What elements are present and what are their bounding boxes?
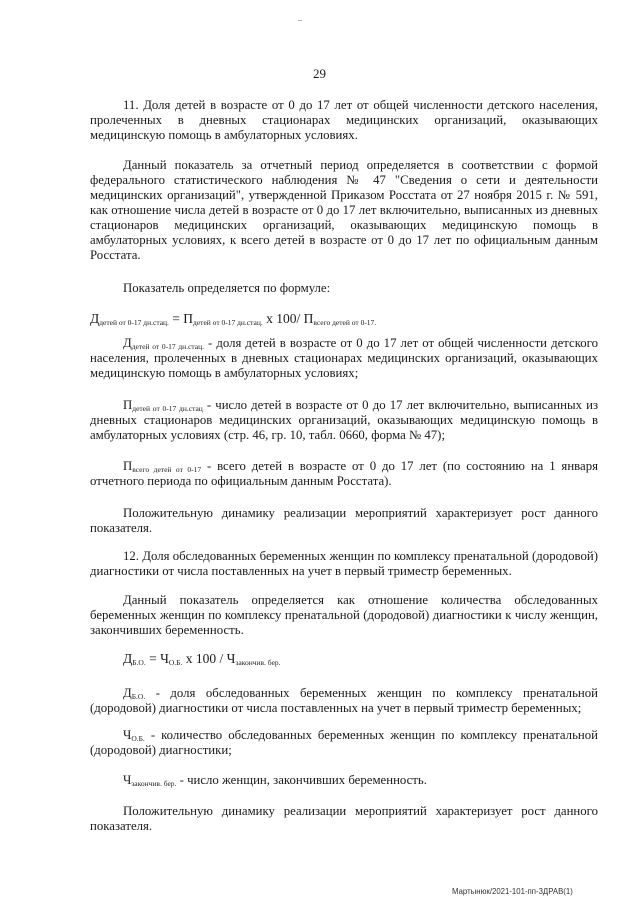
document-footer-code: Мартынюк/2021-101-пп-3ДРАВ(1) xyxy=(452,887,573,896)
indicator-12-title: 12. Доля обследованных беременных женщин по комплексу пренатальной (дородовой) диагностики от числа поставленных на учет в первый триместр беременных. xyxy=(90,549,598,578)
indicator-12-definition: Данный показатель определяется как отношение количества обследованных беременных женщин по комплексу пренатальной (дородовой) диагностики к числу женщин, закончивших беременность. xyxy=(90,593,598,637)
variable-d-children-definition: $Д_{детей от 0-17 дн.стац.}$ - доля детей в возрасте от 0 до 17 лет от общей численности детского населения, пролеченных в дневных стационарах медицинских организаций, оказывающих медицинскую помощь в амбулаторных условиях; xyxy=(90,336,598,380)
indicator-11-formula: $Д_{детей от 0-17 дн.стац.} = П_{детей от 0-17 дн.стац.}$ х 100/ $П_{всего детей от 0-17.}$ xyxy=(90,311,377,327)
indicator-11-title: 11. Доля детей в возрасте от 0 до 17 лет от общей численности детского населения, пролеченных в дневных стационарах медицинских организаций, оказывающих медицинскую помощь в амбулаторных условиях. xyxy=(90,98,598,142)
indicator-11-dynamics: Положительную динамику реализации мероприятий характеризует рост данного показателя. xyxy=(90,506,598,535)
variable-ch-finished-definition: $Ч_{закончив. бер.}$ - число женщин, закончивших беременность. xyxy=(123,773,427,788)
indicator-12-dynamics: Положительную динамику реализации мероприятий характеризует рост данного показателя. xyxy=(90,804,598,833)
indicator-11-definition: Данный показатель за отчетный период определяется в соответствии с формой федерального статистического наблюдения № 47 "Сведения о сети и деятельности медицинских организаций", утвержденной Приказом Росстата от 27 ноября 2015 г. № 591, как отношение числа детей в возрасте от 0 до 17 лет включительно, выписанных из дневных стационаров медицинских организаций, оказывающих медицинскую помощь в амбулаторных условиях, к всего детей в возрасте от 0 до 17 лет по официальным данным Росстата. xyxy=(90,158,598,262)
page-number: 29 xyxy=(313,66,326,81)
indicator-12-formula: $Д_{Б.О.} = Ч_{О.Б.}$ х $100 / Ч_{закончив. бер.}$ xyxy=(123,651,281,667)
variable-p-children-definition: $П_{детей от 0-17 дн.стац}$ - число детей в возрасте от 0 до 17 лет включительно, выписанных из дневных стационаров медицинских организаций, оказывающих медицинскую помощь в амбулаторных условиях (стр. 46, гр. 10, табл. 0660, форма № 47); xyxy=(90,398,598,442)
variable-p-total-children-definition: $П_{всего детей от 0-17}$ - всего детей в возрасте от 0 до 17 лет (по состоянию на 1 января отчетного периода по официальным данным Росстата). xyxy=(90,459,599,488)
indicator-11-formula-intro: Показатель определяется по формуле: xyxy=(123,281,331,295)
variable-ch-ob-definition: $Ч_{О.Б.}$ - количество обследованных беременных женщин по комплексу пренатальной (дородовой) диагностики; xyxy=(90,728,598,757)
scan-mark xyxy=(298,20,302,21)
variable-d-bo-definition: $Д_{Б.О.}$ - доля обследованных беременных женщин по комплексу пренатальной (дородовой) диагностики от числа поставленных на учет в первый триместр беременных; xyxy=(90,686,598,715)
